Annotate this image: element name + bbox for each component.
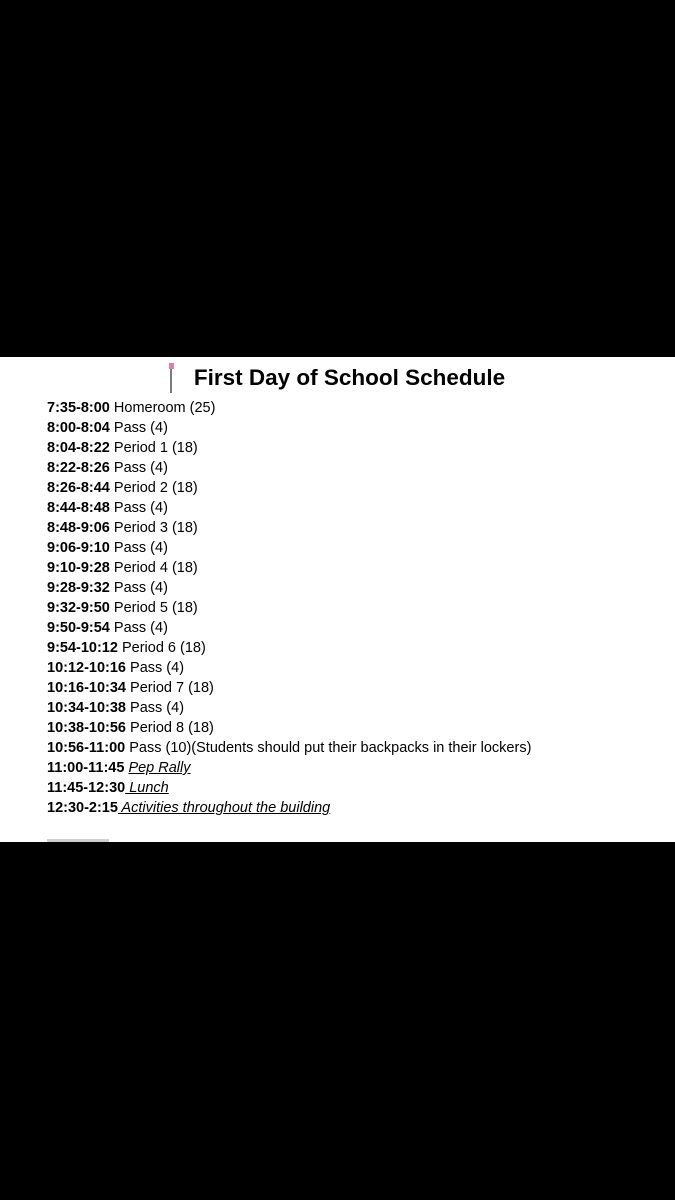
schedule-activity: Pass (4): [113, 580, 168, 596]
schedule-activity: Period 6 (18): [121, 640, 206, 656]
schedule-time: 7:35-8:00: [47, 400, 110, 416]
schedule-time: 10:12-10:16: [47, 660, 126, 676]
schedule-time: 9:06-9:10: [47, 540, 110, 556]
schedule-time: 8:00-8:04: [47, 420, 110, 436]
schedule-row: [47, 738, 667, 758]
schedule-time: 11:00-11:45: [47, 760, 125, 776]
schedule-time: 10:56-11:00: [47, 740, 126, 756]
schedule-row: [47, 438, 667, 458]
schedule-activity: Period 1 (18): [113, 440, 198, 456]
text-cursor-bar: [170, 365, 172, 393]
schedule-row: [47, 758, 667, 778]
schedule-row: [47, 658, 667, 678]
schedule-time: 8:44-8:48: [47, 500, 110, 516]
page-title-text: First Day of School Schedule: [193, 365, 506, 390]
schedule-row: [47, 478, 667, 498]
schedule-row: [47, 778, 667, 798]
schedule-row: [47, 578, 667, 598]
schedule-time: 10:16-10:34: [47, 680, 126, 696]
document-page: [0, 357, 675, 842]
schedule-time: 9:50-9:54: [47, 620, 110, 636]
schedule-activity: Period 8 (18): [130, 720, 214, 736]
schedule-activity: Pep Rally: [128, 760, 191, 776]
schedule-row: [47, 638, 667, 658]
schedule-activity: Period 3 (18): [113, 520, 198, 536]
schedule-time: 9:32-9:50: [47, 600, 110, 616]
schedule-time: 8:04-8:22: [47, 440, 110, 456]
schedule-time: 8:26-8:44: [47, 480, 110, 496]
schedule-row: [47, 458, 667, 478]
page-title: [170, 365, 505, 391]
schedule-activity: Pass (4): [113, 620, 168, 636]
schedule-row: [47, 418, 667, 438]
title-row: [0, 365, 675, 395]
schedule-row: [47, 558, 667, 578]
schedule-row: [47, 718, 667, 738]
schedule-row: [47, 678, 667, 698]
text-cursor-flag: [169, 363, 174, 369]
schedule-activity: Pass (4): [113, 460, 168, 476]
schedule-time: 9:10-9:28: [47, 560, 110, 576]
schedule-activity: Period 5 (18): [113, 600, 198, 616]
schedule-time: 12:30-2:15: [47, 800, 118, 816]
schedule-row: [47, 698, 667, 718]
schedule-time: 8:22-8:26: [47, 460, 110, 476]
schedule-row: [47, 798, 667, 818]
schedule-activity: Activities throughout the building: [117, 800, 331, 816]
schedule-time: 10:38-10:56: [47, 720, 126, 736]
schedule-time: 11:45-12:30: [47, 780, 126, 796]
schedule-activity: Pass (4): [130, 660, 185, 676]
schedule-activity: Homeroom (25): [113, 400, 216, 416]
schedule-row: [47, 398, 667, 418]
schedule-list: [47, 398, 667, 818]
schedule-activity: Pass (4): [130, 700, 185, 716]
schedule-time: 8:48-9:06: [47, 520, 110, 536]
schedule-activity: Lunch: [125, 780, 169, 796]
schedule-time: 9:54-10:12: [47, 640, 118, 656]
schedule-row: [47, 518, 667, 538]
schedule-row: [47, 538, 667, 558]
schedule-activity: Period 4 (18): [113, 560, 198, 576]
text-cursor: [170, 365, 172, 395]
schedule-time: 9:28-9:32: [47, 580, 110, 596]
schedule-activity: Period 2 (18): [113, 480, 198, 496]
schedule-activity: Pass (4): [113, 540, 168, 556]
cutoff-text-fragment: [47, 834, 137, 842]
schedule-row: [47, 618, 667, 638]
schedule-activity: Pass (10)(Students should put their backpacks in their lockers): [129, 740, 532, 756]
schedule-row: [47, 498, 667, 518]
schedule-row: [47, 598, 667, 618]
schedule-activity: Pass (4): [113, 500, 168, 516]
schedule-activity: Pass (4): [113, 420, 168, 436]
schedule-activity: Period 7 (18): [130, 680, 214, 696]
schedule-time: 10:34-10:38: [47, 700, 126, 716]
